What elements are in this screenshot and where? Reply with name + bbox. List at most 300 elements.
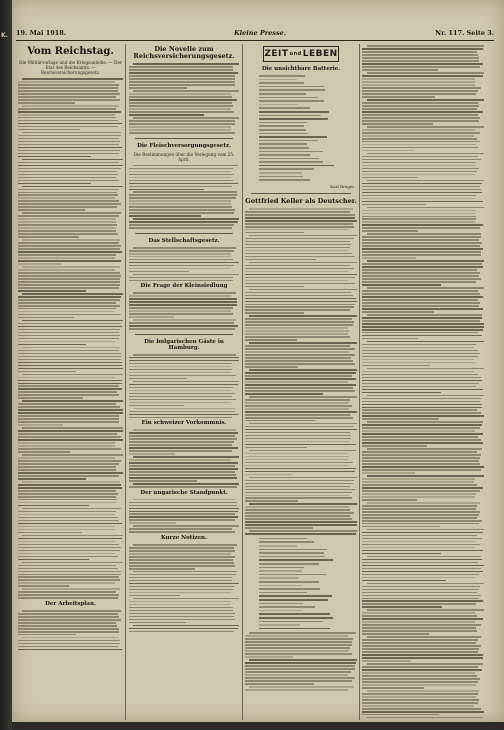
text-line: [18, 574, 121, 576]
text-line: [129, 313, 233, 315]
text-line: [129, 197, 236, 199]
text-line: [362, 436, 478, 438]
text-line: [18, 194, 118, 196]
text-line: [245, 444, 356, 446]
text-line: [259, 79, 297, 81]
text-line: [129, 310, 231, 312]
text-line: [249, 262, 357, 264]
text-line: [362, 326, 484, 328]
text-line: [249, 686, 353, 688]
text-line: [129, 616, 234, 618]
text-line: [18, 335, 120, 337]
text-line: [18, 257, 115, 259]
text-line: [133, 354, 236, 356]
text-line: [362, 415, 484, 417]
text-line: [362, 147, 478, 149]
text-line: [129, 505, 237, 507]
column-2: [129, 44, 239, 720]
text-line: [362, 138, 477, 140]
text-line: [259, 588, 320, 590]
text-line: [259, 97, 318, 99]
text-line: [129, 556, 235, 558]
text-line: [129, 224, 234, 226]
text-line: [22, 508, 121, 510]
text-line: [362, 454, 481, 456]
text-line: [259, 563, 319, 565]
text-line: [18, 168, 121, 170]
col1-subhead: Die Militärvorlage und die Kriegsanleihe. — Der Etat des Reichsamts. — Reichsversicherungsgesetz.: [19, 60, 122, 76]
text-line: [18, 616, 119, 618]
text-line: [129, 516, 238, 518]
text-line: [129, 105, 233, 107]
text-line: [18, 591, 116, 593]
text-line: [362, 165, 475, 167]
margin-fragment: K.: [1, 32, 8, 39]
col2-body-6: [129, 429, 239, 487]
text-line: [18, 613, 118, 615]
text-line: [362, 218, 476, 220]
text-line: [249, 342, 357, 344]
text-line: [362, 424, 482, 426]
text-line: [362, 624, 481, 626]
text-line: [362, 571, 483, 573]
text-line: [18, 162, 119, 164]
text-line: [129, 486, 237, 488]
text-line: [249, 315, 357, 317]
text-line: [245, 321, 354, 323]
text-line: [362, 630, 477, 632]
text-line: [259, 613, 330, 615]
text-line: [129, 610, 233, 612]
text-line: [362, 687, 424, 689]
text-line: [362, 442, 483, 444]
text-line: [245, 447, 307, 449]
text-line: [129, 180, 233, 182]
text-line: [259, 168, 314, 170]
text-line: [245, 366, 298, 368]
text-line: [18, 111, 121, 113]
text-line: [362, 242, 482, 244]
col2-body-3: [129, 247, 239, 281]
col2-item3-title: Die Frage der Kleinsiedlung: [140, 283, 228, 290]
binding-edge: [0, 0, 12, 730]
text-line: [18, 197, 115, 199]
text-line: [22, 239, 120, 241]
text-line: [362, 183, 482, 185]
text-line: [362, 568, 481, 570]
text-line: [129, 519, 235, 521]
text-line: [259, 617, 333, 619]
text-line: [22, 637, 119, 639]
text-line: [367, 153, 484, 155]
text-line: [259, 567, 304, 569]
text-line: [18, 90, 118, 92]
text-line: [245, 256, 355, 258]
text-line: [245, 304, 355, 306]
text-line: [362, 257, 416, 259]
text-line: [22, 562, 123, 564]
text-line: [362, 535, 477, 537]
text-line: [362, 600, 483, 602]
text-line: [245, 408, 349, 410]
text-line: [362, 117, 480, 119]
text-line: [362, 559, 482, 561]
text-line: [18, 505, 89, 507]
text-line: [18, 108, 116, 110]
text-line: [18, 499, 117, 501]
text-line: [18, 394, 119, 396]
col3-body: [245, 208, 357, 535]
text-line: [245, 226, 354, 228]
text-line: [18, 156, 91, 158]
text-line: [245, 668, 355, 670]
text-line: [18, 526, 115, 528]
text-line: [18, 87, 118, 89]
text-line: [362, 266, 483, 268]
text-line: [129, 111, 234, 113]
col3-verse: [259, 538, 343, 629]
text-line: [259, 143, 307, 145]
text-line: [18, 314, 121, 316]
text-line: [22, 454, 123, 456]
text-line: [362, 627, 476, 629]
text-line: [129, 547, 234, 549]
text-line: [129, 66, 233, 68]
text-line: [367, 260, 484, 262]
text-line: [249, 450, 355, 452]
text-line: [133, 292, 236, 294]
text-line: [362, 407, 482, 409]
text-line: [245, 324, 353, 326]
text-line: [362, 401, 480, 403]
text-line: [362, 705, 474, 707]
text-line: [18, 582, 115, 584]
text-line: [259, 161, 323, 163]
text-line: [22, 374, 123, 376]
text-line: [133, 525, 239, 527]
text-line: [129, 399, 236, 401]
text-line: [18, 227, 116, 229]
text-line: [18, 350, 119, 352]
text-line: [129, 369, 232, 371]
text-line: [367, 314, 482, 316]
text-line: [362, 433, 483, 435]
text-line: [259, 151, 323, 153]
text-line: [362, 317, 482, 319]
text-line: [18, 242, 119, 244]
text-line: [362, 657, 483, 659]
text-line: [362, 550, 483, 552]
text-line: [18, 463, 119, 465]
text-line: [18, 597, 118, 599]
text-line: [362, 493, 476, 495]
text-line: [259, 147, 309, 149]
text-line: [245, 351, 349, 353]
text-line: [129, 256, 231, 258]
text-line: [129, 108, 231, 110]
text-line: [362, 463, 480, 465]
text-line: [18, 287, 119, 289]
text-line: [245, 295, 353, 297]
text-line: [129, 328, 235, 330]
text-line: [245, 527, 313, 529]
text-line: [245, 483, 353, 485]
text-line: [18, 230, 116, 232]
text-line: [18, 559, 89, 561]
text-line: [129, 168, 233, 170]
text-line: [129, 304, 237, 306]
text-line: [362, 714, 439, 716]
text-line: [18, 409, 123, 411]
text-line: [245, 650, 349, 652]
text-line: [362, 365, 430, 367]
text-line: [18, 129, 80, 131]
text-line: [129, 203, 231, 205]
masthead-middle: und: [289, 51, 302, 57]
text-line: [18, 171, 117, 173]
text-line: [367, 636, 481, 638]
text-line: [245, 220, 357, 222]
text-line: [362, 693, 478, 695]
text-line: [18, 329, 120, 331]
text-line: [18, 317, 74, 319]
text-line: [18, 120, 118, 122]
text-line: [129, 528, 232, 530]
text-line: [245, 456, 349, 458]
text-line: [129, 81, 235, 83]
text-line: [362, 305, 479, 307]
text-line: [129, 215, 201, 217]
header-page-number: Nr. 117. Seite 3.: [435, 29, 494, 37]
text-line: [259, 111, 329, 113]
text-line: [245, 656, 293, 658]
text-line: [362, 174, 475, 176]
text-line: [129, 450, 232, 452]
text-line: [362, 666, 478, 668]
text-line: [129, 120, 235, 122]
text-line: [362, 195, 476, 197]
text-line: [245, 211, 350, 213]
text-line: [18, 436, 121, 438]
text-line: [245, 635, 348, 637]
text-line: [129, 559, 233, 561]
text-line: [129, 480, 197, 482]
text-line: [129, 372, 231, 374]
text-line: [129, 189, 204, 191]
text-line: [18, 245, 121, 247]
text-line: [18, 174, 118, 176]
text-line: [18, 147, 122, 149]
text-line: [18, 556, 118, 558]
text-line: [362, 272, 480, 274]
text-line: [245, 411, 357, 413]
text-line: [259, 585, 302, 587]
text-line: [362, 141, 480, 143]
text-line: [129, 99, 237, 101]
text-line: [259, 559, 333, 561]
text-line: [249, 208, 352, 210]
text-line: [22, 132, 121, 134]
text-line: [362, 108, 477, 110]
text-line: [245, 247, 350, 249]
masthead-right: LEBEN: [302, 49, 338, 59]
text-line: [129, 307, 233, 309]
text-line: [259, 552, 324, 554]
col1-body-text-2: [18, 610, 123, 650]
text-line: [18, 150, 120, 152]
text-line: [362, 508, 476, 510]
text-line: [245, 238, 354, 240]
text-line: [18, 460, 121, 462]
text-line: [129, 378, 187, 380]
text-line: [245, 417, 353, 419]
text-line: [362, 69, 438, 71]
text-line: [129, 513, 235, 515]
text-line: [245, 274, 357, 276]
text-line: [362, 672, 475, 674]
text-line: [18, 96, 116, 98]
text-line: [129, 75, 235, 77]
text-line: [18, 123, 122, 125]
text-line: [362, 439, 481, 441]
text-line: [362, 409, 477, 411]
text-line: [362, 574, 479, 576]
column-3: [245, 44, 357, 720]
text-line: [362, 129, 475, 131]
text-line: [129, 325, 238, 327]
text-line: [249, 503, 357, 505]
text-line: [18, 430, 123, 432]
text-line: [362, 90, 478, 92]
text-line: [245, 384, 356, 386]
text-line: [18, 439, 123, 441]
text-line: [367, 556, 481, 558]
text-line: [362, 51, 477, 53]
text-line: [129, 441, 234, 443]
text-line: [129, 268, 230, 270]
text-line: [362, 511, 480, 513]
text-line: [18, 236, 79, 238]
text-line: [129, 531, 235, 533]
text-line: [129, 502, 237, 504]
text-line: [22, 588, 120, 590]
text-line: [18, 180, 119, 182]
text-line: [18, 281, 120, 283]
text-line: [362, 654, 483, 656]
text-line: [18, 209, 85, 211]
text-line: [18, 189, 119, 191]
text-line: [18, 532, 82, 534]
text-line: [129, 477, 237, 479]
text-line: [129, 78, 235, 80]
text-line: [129, 438, 237, 440]
text-line: [362, 651, 478, 653]
text-line: [18, 192, 117, 194]
text-line: [18, 356, 121, 358]
text-line: [18, 496, 116, 498]
column-4: [362, 44, 484, 720]
text-line: [18, 332, 119, 334]
col1-headline: Vom Reichstag.: [27, 46, 114, 57]
col2-item6-title: Der ungarische Standpunkt.: [140, 489, 228, 496]
text-line: [362, 514, 479, 516]
text-line: [129, 227, 232, 229]
col4-body: [362, 45, 484, 720]
text-line: [129, 174, 234, 176]
text-line: [18, 206, 117, 208]
text-line: [133, 90, 239, 92]
text-line: [245, 438, 351, 440]
text-line: [129, 577, 232, 579]
text-line: [18, 102, 75, 104]
text-line: [362, 603, 476, 605]
text-line: [245, 375, 352, 377]
text-line: [18, 547, 121, 549]
text-line: [129, 221, 238, 223]
poem-title: Die unsichtbare Batterie.: [261, 66, 341, 72]
text-line: [129, 316, 174, 318]
text-line: [129, 194, 237, 196]
text-line: [245, 223, 353, 225]
text-line: [18, 412, 123, 414]
text-line: [18, 418, 119, 420]
text-line: [362, 383, 479, 385]
text-line: [18, 544, 119, 546]
text-line: [129, 212, 234, 214]
text-line: [18, 308, 116, 310]
text-line: [22, 481, 120, 483]
text-line: [259, 86, 324, 88]
text-line: [362, 198, 475, 200]
text-line: [129, 114, 204, 116]
text-line: [18, 117, 116, 119]
text-line: [245, 653, 352, 655]
text-line: [129, 393, 235, 395]
text-line: [129, 298, 237, 300]
text-line: [367, 421, 483, 423]
text-line: [367, 233, 481, 235]
text-line: [362, 135, 474, 137]
text-line: [129, 396, 232, 398]
text-line: [362, 589, 479, 591]
text-line: [18, 272, 120, 274]
text-line: [18, 475, 119, 477]
text-line: [133, 571, 236, 573]
text-line: [245, 402, 349, 404]
text-line: [18, 553, 115, 555]
text-line: [362, 538, 482, 540]
text-line: [129, 447, 238, 449]
text-line: [367, 287, 484, 289]
text-line: [362, 487, 483, 489]
text-line: [362, 460, 479, 462]
text-line: [245, 420, 315, 422]
text-line: [362, 645, 481, 647]
text-line: [362, 362, 476, 364]
text-line: [18, 114, 115, 116]
text-line: [362, 404, 482, 406]
col2-body-5: [129, 354, 239, 418]
text-line: [362, 159, 481, 161]
text-line: [18, 383, 122, 385]
column-divider: [359, 44, 360, 720]
text-line: [18, 568, 118, 570]
text-line: [129, 414, 238, 416]
text-line: [362, 469, 481, 471]
text-line: [18, 403, 116, 405]
text-line: [259, 136, 327, 138]
text-line: [259, 129, 306, 131]
